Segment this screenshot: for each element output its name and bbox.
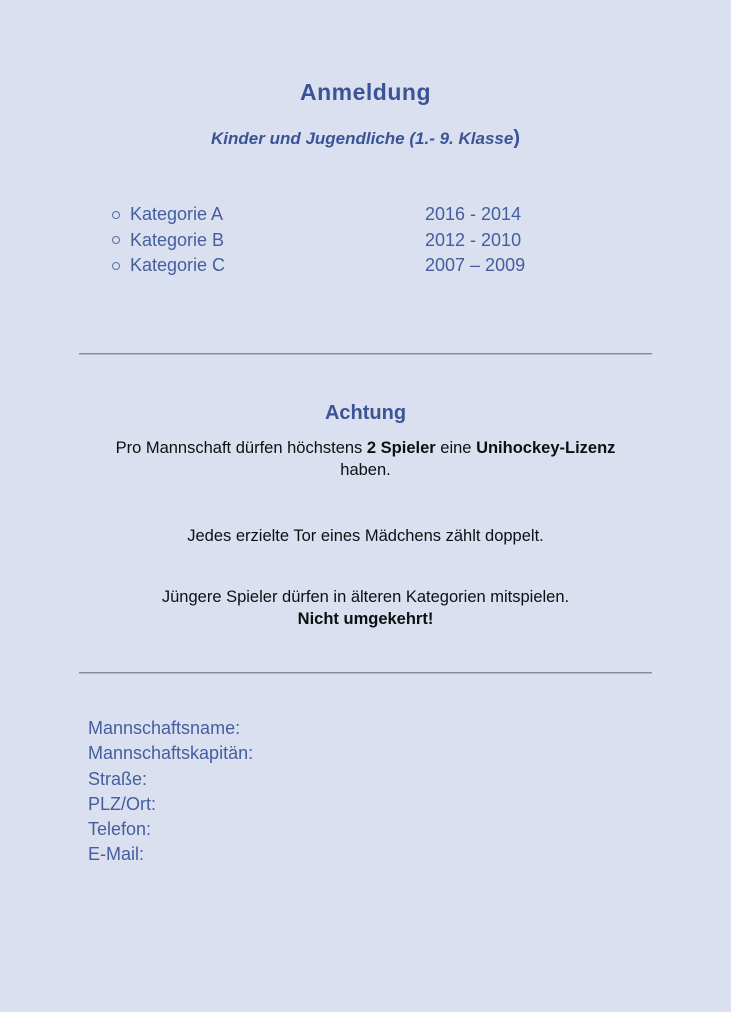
form-label-captain: Mannschaftskapitän: bbox=[88, 743, 254, 764]
page-subtitle bbox=[0, 127, 731, 150]
younger-rule-paragraph bbox=[0, 587, 731, 630]
category-label: Kategorie B bbox=[130, 229, 225, 250]
category-label: Kategorie C bbox=[130, 255, 226, 276]
form-label-email: E-Mail: bbox=[88, 844, 145, 865]
page-title: Anmeldung bbox=[300, 79, 431, 105]
license-rule-paragraph bbox=[0, 438, 731, 481]
circle-bullet-icon bbox=[112, 236, 120, 244]
license-rule-bold-license: Unihockey-Lizenz bbox=[476, 439, 616, 457]
list-item bbox=[0, 202, 731, 228]
license-rule-mid: eine bbox=[435, 439, 477, 457]
younger-rule-line1: Jüngere Spieler dürfen in älteren Kategorien mitspielen. bbox=[161, 588, 570, 606]
circle-bullet-icon bbox=[112, 262, 120, 270]
younger-rule-line2: Nicht umgekehrt! bbox=[297, 609, 434, 628]
license-rule-line2: haben. bbox=[340, 460, 391, 479]
category-label: Kategorie A bbox=[130, 204, 224, 225]
girls-rule-paragraph: Jedes erzielte Tor eines Mädchens zählt doppelt. bbox=[187, 527, 544, 545]
license-rule-bold-players: 2 Spieler bbox=[366, 439, 436, 457]
form-label-phone: Telefon: bbox=[88, 819, 152, 840]
category-list bbox=[0, 202, 731, 279]
list-item bbox=[0, 253, 731, 279]
horizontal-rule bbox=[79, 353, 652, 355]
form-label-plz-ort: PLZ/Ort: bbox=[88, 793, 157, 814]
form-label-block bbox=[88, 716, 253, 868]
form-label-teamname: Mannschaftsname: bbox=[88, 718, 241, 738]
form-label-street: Straße: bbox=[88, 768, 148, 789]
subtitle-close-paren: ) bbox=[513, 127, 520, 149]
horizontal-rule bbox=[79, 672, 652, 674]
license-rule-pre: Pro Mannschaft dürfen höchstens bbox=[115, 439, 367, 457]
category-years: 2007 – 2009 bbox=[425, 255, 526, 276]
circle-bullet-icon bbox=[112, 211, 120, 219]
list-item bbox=[0, 228, 731, 254]
notice-heading: Achtung bbox=[324, 402, 407, 424]
category-years: 2016 - 2014 bbox=[425, 204, 522, 225]
category-years: 2012 - 2010 bbox=[425, 229, 522, 250]
subtitle-text: Kinder und Jugendliche (1.- 9. Klasse bbox=[211, 129, 514, 148]
